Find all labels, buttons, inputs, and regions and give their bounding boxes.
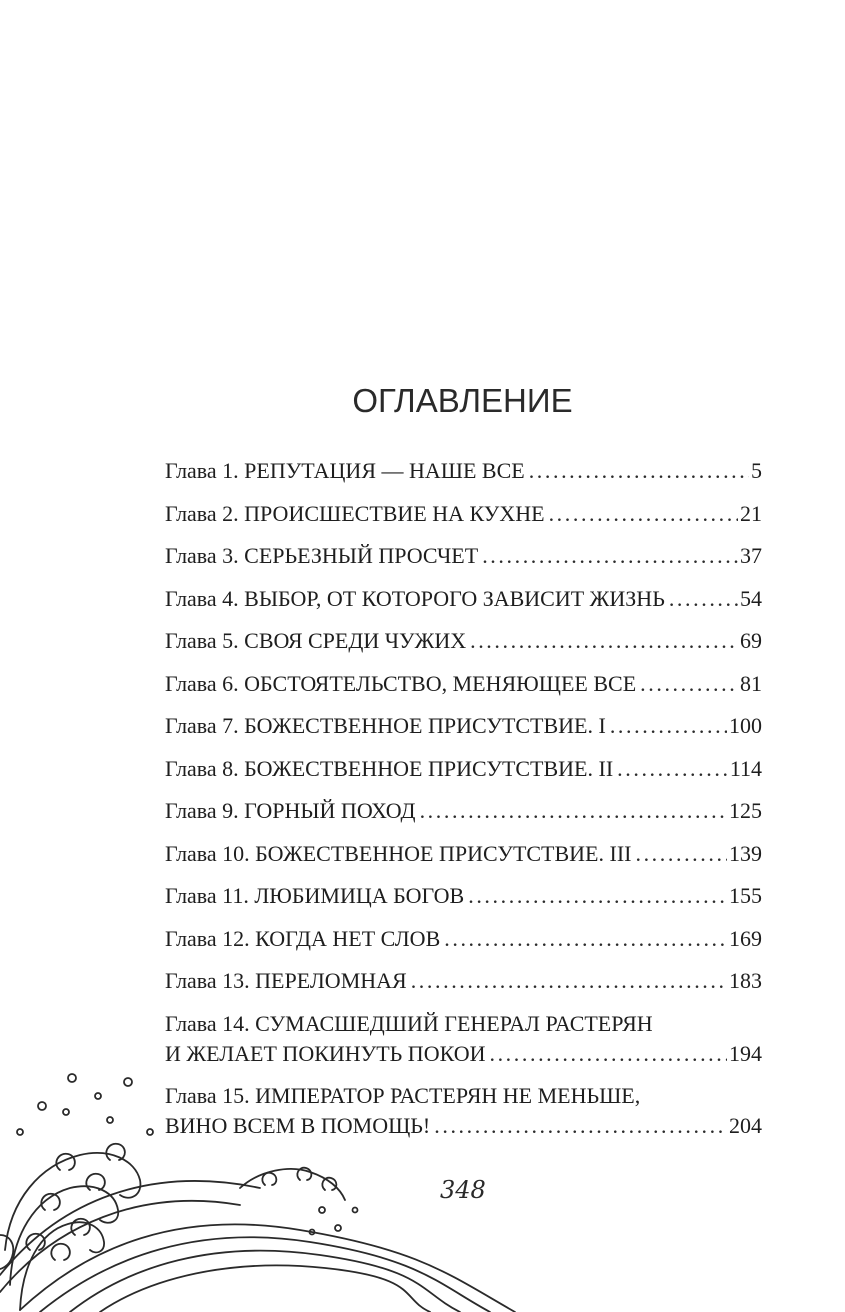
toc-entry-title: Глава 3. СЕРЬЕЗНЫЙ ПРОСЧЕТ (165, 543, 479, 568)
toc-entry-6[interactable] (165, 669, 762, 712)
toc-page-number: 81 (740, 670, 762, 696)
toc-page-number: 155 (729, 883, 762, 908)
toc-page-number: 169 (729, 925, 762, 951)
toc-entry-7[interactable] (165, 711, 762, 754)
dot-leader (669, 584, 738, 614)
toc-entry-5[interactable] (165, 626, 762, 669)
toc-page-number: 54 (740, 585, 762, 611)
dot-leader (617, 754, 728, 784)
toc-entry-title-continued: ВИНО ВСЕМ В ПОМОЩЬ! (165, 1112, 431, 1138)
toc-entry-title: Глава 2. ПРОИСШЕСТВИЕ НА КУХНЕ (165, 500, 545, 526)
toc-entry-title: Глава 6. ОБСТОЯТЕЛЬСТВО, МЕНЯЮЩЕЕ ВСЕ (165, 670, 637, 696)
toc-entry-title: Глава 5. СВОЯ СРЕДИ ЧУЖИХ (165, 628, 467, 653)
toc-entry-title: Глава 11. ЛЮБИМИЦА БОГОВ (165, 883, 465, 908)
toc-page-number: 125 (729, 798, 762, 823)
toc-page-number: 100 (729, 713, 762, 738)
dot-leader (444, 924, 727, 954)
page-title: ОГЛАВЛЕНИЕ (352, 382, 573, 419)
toc-page-number: 37 (740, 543, 762, 568)
toc-page-number: 139 (729, 840, 762, 866)
toc-entry-title: Глава 9. ГОРНЫЙ ПОХОД (165, 798, 416, 823)
dot-leader (468, 881, 727, 911)
toc-page-number: 114 (729, 755, 762, 781)
dot-leader (549, 499, 738, 529)
toc-entry-1[interactable] (165, 456, 762, 499)
dot-leader (635, 839, 727, 869)
toc-entry-title-continued: И ЖЕЛАЕТ ПОКИНУТЬ ПОКОИ (165, 1040, 486, 1066)
toc-page-number: 5 (751, 458, 762, 483)
dot-leader (529, 456, 749, 486)
toc-page-number: 204 (729, 1112, 762, 1138)
toc-entry-11[interactable] (165, 881, 762, 924)
toc-entry-13[interactable] (165, 966, 762, 1009)
toc-entry-10[interactable] (165, 839, 762, 882)
toc-page-number: 21 (740, 500, 762, 526)
toc-entry-9[interactable] (165, 796, 762, 839)
toc-entry-title: Глава 14. СУМАСШЕДШИЙ ГЕНЕРАЛ РАСТЕРЯН (165, 1010, 653, 1036)
table-of-contents (165, 456, 762, 1153)
toc-page-number: 183 (729, 968, 762, 993)
wave-ornament-icon (0, 1060, 845, 1312)
toc-page-number: 194 (729, 1040, 762, 1066)
toc-entry-8[interactable] (165, 754, 762, 797)
toc-entry-title: Глава 15. ИМПЕРАТОР РАСТЕРЯН НЕ МЕНЬШЕ, (165, 1082, 641, 1108)
dot-leader (470, 626, 738, 656)
toc-entry-title: Глава 13. ПЕРЕЛОМНАЯ (165, 968, 407, 993)
dot-leader (482, 541, 738, 571)
toc-entry-title: Глава 1. РЕПУТАЦИЯ — НАШЕ ВСЕ (165, 458, 525, 483)
dot-leader (640, 669, 738, 699)
toc-page-number: 69 (740, 628, 762, 653)
dot-leader (610, 711, 727, 741)
dot-leader (411, 966, 727, 996)
toc-entry-title: Глава 7. БОЖЕСТВЕННОЕ ПРИСУТСТВИЕ. I (165, 713, 606, 738)
toc-entry-title: Глава 12. КОГДА НЕТ СЛОВ (165, 925, 441, 951)
toc-entry-4[interactable] (165, 584, 762, 627)
dot-leader (420, 796, 727, 826)
toc-entry-title: Глава 10. БОЖЕСТВЕННОЕ ПРИСУТСТВИЕ. III (165, 840, 632, 866)
page-number: 348 (440, 1176, 486, 1204)
toc-entry-2[interactable] (165, 499, 762, 542)
toc-entry-12[interactable] (165, 924, 762, 967)
toc-entry-title: Глава 8. БОЖЕСТВЕННОЕ ПРИСУТСТВИЕ. II (165, 755, 614, 781)
toc-entry-title: Глава 4. ВЫБОР, ОТ КОТОРОГО ЗАВИСИТ ЖИЗНЬ (165, 585, 665, 611)
toc-entry-3[interactable] (165, 541, 762, 584)
